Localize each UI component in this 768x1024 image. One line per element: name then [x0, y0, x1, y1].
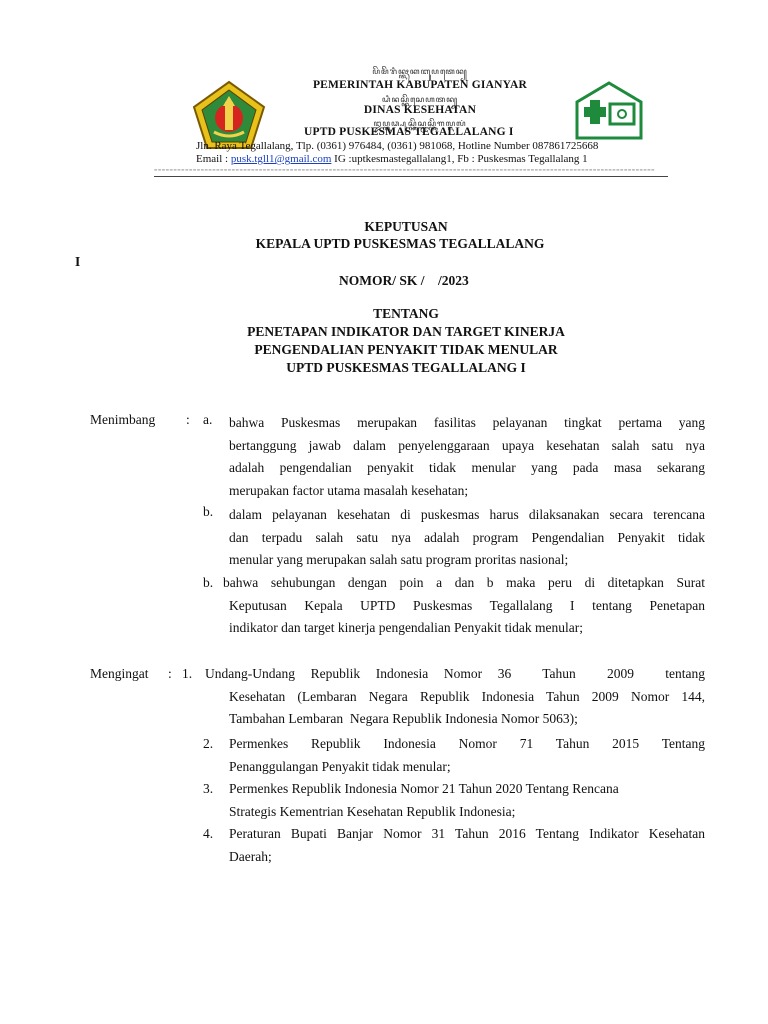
text-line: menular yang merupakan salah satu program proritas nasional; [229, 552, 569, 567]
text-line: dalam pelayanan kesehatan di puskesmas harus dilaksanakan secara terencana [229, 507, 705, 522]
mengingat-marker-1: 1. [182, 666, 193, 681]
mengingat-colon: : [168, 666, 172, 681]
menimbang-item-a [229, 412, 705, 502]
text-line: Peraturan Bupati Banjar Nomor 31 Tahun 2016 Tentang Indikator Kesehatan [229, 826, 705, 841]
letterhead-divider: ================================================================================================================================= [154, 168, 656, 174]
menimbang-label: Menimbang [90, 412, 156, 427]
social-media: IG :uptkesmastegallalang1, Fb : Puskesmas Tegallalang 1 [334, 153, 588, 165]
menimbang-item-c [223, 572, 705, 640]
script-line-2: ꦝꦶꦤꦱ꧀ꦏꦼꦱꦺꦲꦠꦤ꧀ [381, 95, 459, 104]
menimbang-colon: : [186, 412, 190, 427]
health-cross-emblem [574, 80, 644, 142]
address-line: Jln. Raya Tegallalang, Tlp. (0361) 976484, (0361) 981068, Hotline Number 08786172566​8 [196, 140, 599, 152]
decree-issuer: KEPALA UPTD PUSKESMAS TEGALLALANG [255, 236, 545, 251]
menimbang-marker-a: a. [203, 412, 213, 427]
menimbang-item-b [229, 504, 705, 572]
mengingat-marker-2: 2. [203, 736, 214, 751]
letterhead [0, 60, 768, 180]
email-link[interactable]: pusk.tgll1@gmail.com [230, 153, 332, 165]
script-line-3: ꦈꦥ꧀ꦠꦣ꧀ꦥꦸꦱ꧀ꦏꦼꦱ꧀ꦩꦱ꧀ꦠꦼꦒꦭ꧀ꦭꦭꦁ [373, 119, 467, 128]
subject-line-3: UPTD PUSKESMAS TEGALLALANG I [286, 360, 526, 375]
text-line: Strategis Kementrian Kesehatan Republik Indonesia; [229, 803, 516, 819]
about-heading: TENTANG [373, 306, 439, 321]
stray-numeral: I [75, 254, 81, 269]
subject-line-1: PENETAPAN INDIKATOR DAN TARGET KINERJA [247, 324, 565, 339]
mengingat-label: Mengingat [90, 666, 149, 681]
menimbang-marker-c: b. [203, 575, 214, 590]
text-line: Permenkes Republik Indonesia Nomor 21 Tahun 2020 Tentang Rencana [229, 781, 619, 796]
text-line: indikator dan target kinerja pengendalian Penyakit tidak menular; [229, 620, 584, 635]
mengingat-item-1 [205, 663, 705, 731]
mengingat-marker-4: 4. [203, 826, 214, 841]
department-name: DINAS KESEHATAN [363, 104, 477, 116]
mengingat-item-3 [229, 778, 705, 823]
text-line: Kesehatan (Lembaran Negara Republik Indonesia Tahun 2009 Nomor 144, [229, 688, 705, 704]
contact-line [196, 153, 676, 165]
text-line: dan terpadu salah satu nya adalah program Pengendalian Penyakit tidak [229, 529, 705, 545]
mengingat-item-4 [229, 823, 705, 868]
text-line: bahwa sehubungan dengan poin a dan b maka peru di ditetapkan Surat [223, 575, 705, 590]
text-line: Penanggulangan Penyakit tidak menular; [229, 758, 451, 774]
letterhead-rule [154, 176, 668, 177]
email-label: Email : [196, 153, 229, 165]
text-line: Permenkes Republik Indonesia Nomor 71 Tahun 2015 Tentang [229, 736, 705, 751]
text-line: bahwa Puskesmas merupakan fasilitas pelayanan tingkat pertama yang [229, 415, 705, 430]
text-line: Undang-Undang Republik Indonesia Nomor 36 Tahun 2009 tentang [205, 666, 705, 681]
mengingat-item-2 [229, 733, 705, 778]
text-line: bertanggung jawab dalam penyelenggaraan upaya kesehatan salah satu nya [229, 437, 705, 453]
text-line: merupakan factor utama masalah kesehatan; [229, 482, 469, 498]
script-line-1: ꦥꦼꦩꦼꦫꦶꦤ꧀ꦠꦃꦏꦧꦸꦥꦠꦺꦤ꧀ [372, 67, 468, 76]
subject-line-2: PENGENDALIAN PENYAKIT TIDAK MENULAR [254, 342, 558, 357]
text-line: Daerah; [229, 848, 272, 864]
text-line: adalah pengendalian penyakit tidak menular yang pada masa sekarang [229, 460, 705, 475]
mengingat-marker-3: 3. [203, 781, 214, 796]
decree-heading: KEPUTUSAN [364, 219, 448, 234]
decree-number: NOMOR/ SK / /2023 [339, 273, 469, 288]
unit-name: UPTD PUSKESMAS TEGALLALANG I [304, 126, 514, 138]
government-name: PEMERINTAH KABUPATEN GIANYAR [312, 79, 528, 91]
text-line: Keputusan Kepala UPTD Puskesmas Tegallalang I tentang Penetapan [229, 597, 705, 613]
text-line: Tambahan Lembaran Negara Republik Indonesia Nomor 5063); [229, 711, 578, 726]
menimbang-marker-b: b. [203, 504, 214, 519]
